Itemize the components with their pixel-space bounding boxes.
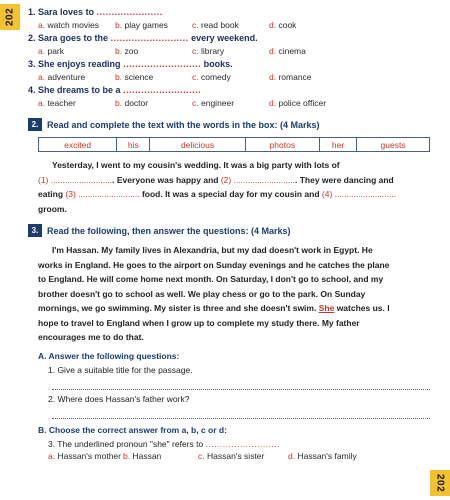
section-3-heading <box>28 224 428 237</box>
option: c. library <box>192 46 225 56</box>
word-box-cell: delicious <box>150 138 245 152</box>
section-title: Read the following, then answer the questions: (4 Marks) <box>47 225 291 236</box>
question-4: 4. She dreams to be a .......................... <box>28 85 202 95</box>
passage-line: works in England. He goes to the airport on Sunday evenings and he catches the plane <box>38 259 390 270</box>
question-2: 2. Sara goes to the .......................... every weekend. <box>28 33 258 43</box>
underlined-pronoun: She <box>318 303 335 313</box>
option: b. zoo <box>115 46 139 56</box>
option: a. teacher <box>38 98 76 108</box>
subsection-a-title: A. Answer the following questions: <box>38 350 180 361</box>
option: c. comedy <box>192 72 231 82</box>
option: d. cook <box>269 20 297 30</box>
option: c. engineer <box>192 98 235 108</box>
option: d. police officer <box>269 98 327 108</box>
passage-line: hope to travel to England when I grow up to complete my study there. My father <box>38 317 360 328</box>
question-1: 1. Sara loves to ...................... <box>28 7 163 17</box>
question-4-options <box>38 96 428 110</box>
cloze-line: groom. <box>38 203 67 214</box>
word-box-cell: her <box>319 138 356 152</box>
option: a. adventure <box>38 72 86 82</box>
worksheet <box>28 6 428 463</box>
option: d. cinema <box>269 46 306 56</box>
word-box-cell: his <box>117 138 150 152</box>
cloze-passage <box>38 158 428 216</box>
answer-line[interactable] <box>52 383 430 390</box>
passage-line: to England. He will come home next month. On Saturday, I don't go to school, and my <box>38 274 384 284</box>
word-box <box>38 137 430 152</box>
question-3: 3. She enjoys reading .......................... books. <box>28 59 233 69</box>
side-tab-left: 202 <box>0 4 20 30</box>
section-number: 3. <box>28 224 42 237</box>
cloze-line: Yesterday, I went to my cousin's wedding. It was a big party with lots of <box>52 160 340 170</box>
option: a. park <box>38 46 65 56</box>
passage-line: encourages me to do that. <box>38 332 144 342</box>
word-box-cell: photos <box>245 138 319 152</box>
option: d. romance <box>269 72 312 82</box>
section-2-heading <box>28 118 428 131</box>
option: a. Hassan's mother <box>48 450 121 461</box>
question-3-options <box>38 70 428 84</box>
subsection-b-title: B. Choose the correct answer from a, b, c or d: <box>38 424 227 435</box>
option: c. Hassan's sister <box>198 450 265 461</box>
word-box-cell: excited <box>39 138 117 152</box>
option: b. play games <box>115 20 168 30</box>
option: c. read book <box>192 20 239 30</box>
passage-line: brother doesn't go to school as well. We play chess or go to the park. On Sunday <box>38 288 366 299</box>
question-b3-options <box>48 449 428 463</box>
option: b. science <box>115 72 154 82</box>
question-a2: 2. Where does Hassan's father work? <box>48 393 190 404</box>
question-1-options <box>38 18 428 32</box>
cloze-line: (1) ........................... Everyone was happy and (2) ........................... They were dancing and <box>38 174 394 185</box>
section-number: 2. <box>28 118 42 131</box>
cloze-line: eating (3) .......................... food. It was a special day for my cousin and (4) .......................... <box>38 189 397 199</box>
question-b3: 3. The underlined pronoun "she" refers to .......................... <box>48 438 281 449</box>
question-a1: 1. Give a suitable title for the passage. <box>48 364 193 375</box>
section-title: Read and complete the text with the words in the box: (4 Marks) <box>47 119 320 130</box>
question-2-options <box>38 44 428 58</box>
answer-line[interactable] <box>52 412 430 419</box>
passage-line: mornings, we go swimming. My sister is three and she doesn't swim. She watches us. I <box>38 303 390 313</box>
option: d. Hassan's family <box>288 450 357 461</box>
option: b. doctor <box>115 98 149 108</box>
side-tab-right: 202 <box>430 470 450 496</box>
option: a. watch movies <box>38 20 99 30</box>
underlined-pronoun: she <box>152 438 167 449</box>
option: b. Hassan <box>123 450 162 461</box>
reading-passage <box>38 243 428 345</box>
word-box-cell: guests <box>357 138 430 152</box>
passage-line: I'm Hassan. My family lives in Alexandria, but my dad doesn't work in Egypt. He <box>52 245 373 255</box>
